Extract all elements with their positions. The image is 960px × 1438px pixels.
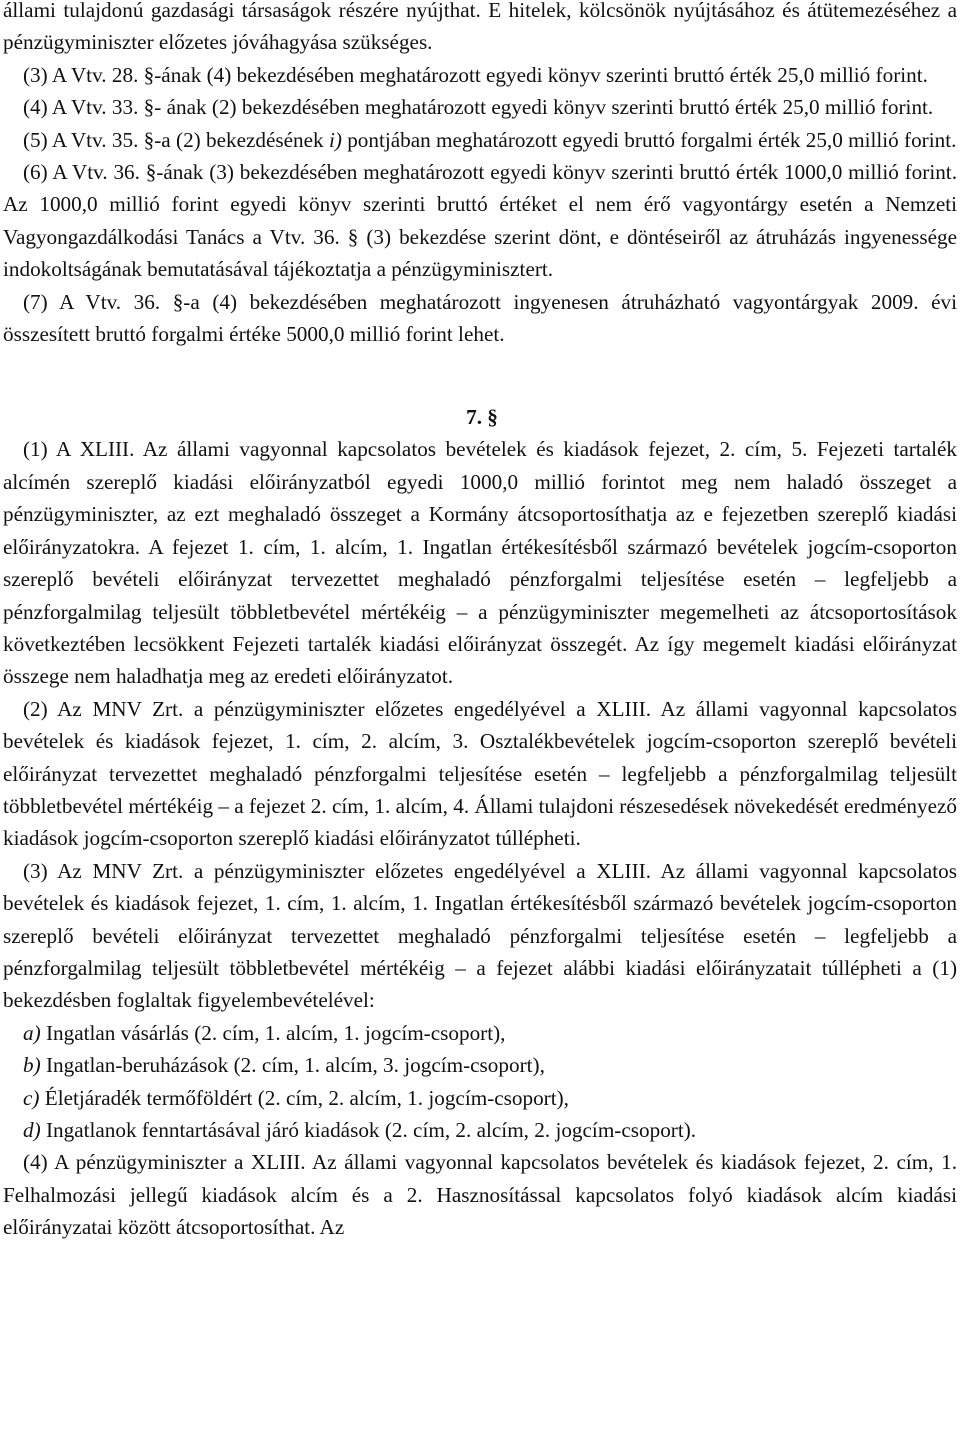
list-item-text: Ingatlan vásárlás (2. cím, 1. alcím, 1. jogcím-csoport), <box>40 1020 506 1045</box>
section-paragraph-4: (4) A pénzügyminiszter a XLIII. Az állami vagyonnal kapcsolatos bevételek és kiadások fejezet, 2. cím, 1. Felhalmozási jellegű kiadások alcím és a 2. Hasznosítással kapcsolatos folyó kiadások alcím kiadási előirányzatai között átcsoportosíthat. Az <box>3 1150 957 1240</box>
section-heading: 7. § <box>466 405 498 430</box>
list-item-letter: d) <box>23 1118 41 1142</box>
section-paragraph-2: (2) Az MNV Zrt. a pénzügyminiszter előzetes engedélyével a XLIII. Az állami vagyonnal kapcsolatos bevételek és kiadások fejezet, 1. cím, 2. alcím, 3. Osztalékbevételek jogcím-csoporton szereplő bevételi előirányzat tervezettet meghaladó pénzforgalmi teljesítése esetén – legfeljebb a pénzforgalmilag teljesült többletbevétel mértékéig – a fejezet 2. cím, 1. alcím, 4. Állami tulajdoni részesedések növekedését eredményező kiadások jogcím-csoporton szereplő kiadási előirányzatot túllépheti. <box>3 696 957 851</box>
list-item-letter: c) <box>23 1085 40 1110</box>
paragraph-4: (4) A Vtv. 33. §- ának (2) bekezdésében meghatározott egyedi könyv szerinti bruttó érték 25,0 millió forint. <box>23 95 934 120</box>
section-paragraph-1: (1) A XLIII. Az állami vagyonnal kapcsolatos bevételek és kiadások fejezet, 2. cím, 5. Fejezeti tartalék alcímén szereplő kiadási előirányzatból egyedi 1000,0 millió forintot meg nem haladó összeget a pénzügyminiszter, az ezt meghaladó összeget a Kormány átcsoportosíthatja az e fejezetben szereplő kiadási előirányzatokra. A fejezet 1. cím, 1. alcím, 1. Ingatlan értékesítésből származó bevételek jogcím-csoporton szereplő bevételi előirányzat tervezettet meghaladó pénzforgalmi teljesítése esetén – legfeljebb a pénzforgalmilag teljesült többletbevétel mértékéig – a pénzügyminiszter megemelheti az átcsoportosítások következtében lecsökkent Fejezeti tartalék kiadási előirányzat összegét. Az így megemelt kiadási előirányzat összege nem haladhatja meg az eredeti előirányzatot. <box>3 437 957 689</box>
paragraph-3: (3) A Vtv. 28. §-ának (4) bekezdésében meghatározott egyedi könyv szerinti bruttó érték 25,0 millió forint. <box>23 62 928 87</box>
section-paragraph-3: (3) Az MNV Zrt. a pénzügyminiszter előzetes engedélyével a XLIII. Az állami vagyonnal kapcsolatos bevételek és kiadások fejezet, 1. cím, 1. alcím, 1. Ingatlan értékesítésből származó bevételek jogcím-csoporton szereplő bevételi előirányzat tervezettet meghaladó pénzforgalmi teljesítése esetén – legfeljebb a pénzforgalmilag teljesült többletbevétel mértékéig – a fejezet alábbi kiadási előirányzatait túllépheti a (1) bekezdésben foglaltak figyelembevételével: <box>3 858 957 1013</box>
paragraph-5-before: (5) A Vtv. 35. §-a (2) bekezdésének <box>23 127 329 152</box>
list-item-letter: a) <box>23 1020 41 1045</box>
list-item <box>3 1017 957 1049</box>
list-item-text: Ingatlanok fenntartásával járó kiadások (2. cím, 2. alcím, 2. jogcím-csoport). <box>40 1118 697 1142</box>
paragraph-5-point: i) <box>328 127 342 152</box>
paragraph-5 <box>3 124 957 156</box>
paragraph-6: (6) A Vtv. 36. §-ának (3) bekezdésében meghatározott egyedi könyv szerinti bruttó érték 1000,0 millió forint. Az 1000,0 millió forint egyedi könyv szerinti bruttó értéket el nem érő vagyontárgy esetén a Nemzeti Vagyongazdálkodási Tanács a Vtv. 36. § (3) bekezdése szerint dönt, e döntéseiről az átruházás ingyenessége indokoltságának bemutatásával tájékoztatja a pénzügyminisztert. <box>3 160 957 282</box>
list-item <box>3 1049 957 1081</box>
list-item <box>3 1114 957 1146</box>
paragraph-7: (7) A Vtv. 36. §-a (4) bekezdésében meghatározott ingyenesen átruházható vagyontárgyak 2009. évi összesített bruttó forgalmi értéke 5000,0 millió forint lehet. <box>3 289 957 347</box>
list-item-text: Ingatlan-beruházások (2. cím, 1. alcím, 3. jogcím-csoport), <box>40 1053 545 1078</box>
list-item-letter: b) <box>23 1053 41 1078</box>
paragraph-5-after: pontjában meghatározott egyedi bruttó forgalmi érték 25,0 millió forint. <box>341 127 957 152</box>
list-item <box>3 1082 957 1114</box>
paragraph-continuation: állami tulajdonú gazdasági társaságok részére nyújthat. E hitelek, kölcsönök nyújtásához és átütemezéséhez a pénzügyminiszter előzetes jóváhagyása szükséges. <box>3 0 957 55</box>
list-item-text: Életjáradék termőföldért (2. cím, 2. alcím, 1. jogcím-csoport), <box>39 1085 569 1110</box>
document-page <box>3 0 957 1244</box>
